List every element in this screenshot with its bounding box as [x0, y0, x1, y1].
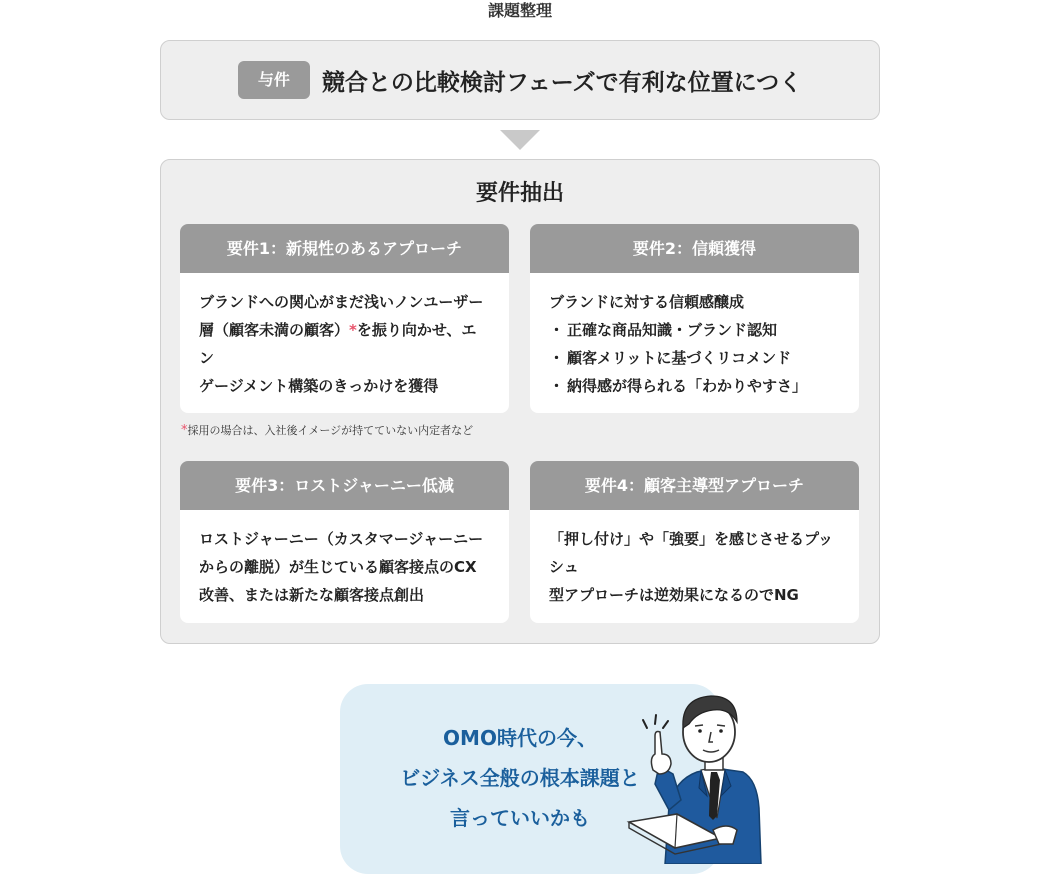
requirement-card-3-line: ロストジャーニー（カスタマージャーニー	[199, 530, 484, 548]
requirement-card-1-line	[199, 316, 491, 372]
given-box	[160, 40, 880, 120]
bullet-item	[549, 344, 841, 372]
down-arrow-icon	[500, 130, 540, 150]
asterisk-mark: *	[181, 423, 188, 438]
bullet-text: 正確な商品知識・ブランド認知	[567, 321, 778, 339]
requirement-card-1-text: を振り向かせ、エン	[199, 321, 477, 367]
bullet-item	[549, 372, 841, 400]
requirement-card-4-line: 「押し付け」や「強要」を感じさせるプッシュ	[549, 530, 833, 576]
requirement-card-3-line: からの離脱）が生じている顧客接点のCX	[199, 558, 477, 576]
requirement-card-3-title: 要件3：ロストジャーニー低減	[180, 461, 509, 510]
given-tag: 与件	[238, 61, 310, 99]
requirement-card-4-title: 要件4：顧客主導型アプローチ	[530, 461, 859, 510]
requirement-card-2	[530, 224, 859, 413]
bullet-icon: ・	[549, 321, 565, 339]
page-title: 課題整理	[487, 1, 552, 20]
callout-line: 言っていいかも	[450, 806, 590, 830]
requirement-card-2-intro: ブランドに対する信頼感醸成	[549, 293, 745, 311]
requirement-card-4	[530, 461, 859, 623]
bullet-icon: ・	[549, 377, 565, 395]
requirement-card-2-title: 要件2：信頼獲得	[530, 224, 859, 273]
requirement-card-1-text: 層（顧客未満の顧客）	[199, 321, 350, 339]
requirement-card-1	[180, 224, 509, 413]
businessman-illustration	[625, 688, 765, 864]
idea-lines-icon	[643, 715, 668, 728]
pointing-hand-icon	[651, 732, 671, 775]
requirements-title: 要件抽出	[475, 181, 564, 206]
footnote-text: 採用の場合は、入社後イメージが持てていない内定者など	[187, 424, 474, 437]
requirements-panel	[160, 159, 880, 644]
requirement-card-1-title: 要件1：新規性のあるアプローチ	[180, 224, 509, 273]
given-text: 競合との比較検討フェーズで有利な位置につく	[321, 69, 803, 96]
bullet-text: 顧客メリットに基づくリコメンド	[567, 349, 792, 367]
footnote	[181, 422, 473, 438]
bullet-text: 納得感が得られる「わかりやすさ」	[567, 377, 808, 395]
requirement-card-4-line: 型アプローチは逆効果になるのでNG	[549, 586, 799, 604]
requirement-card-3	[180, 461, 509, 623]
requirement-card-1-line: ゲージメント構築のきっかけを獲得	[199, 377, 439, 395]
callout-line: ビジネス全般の根本課題と	[400, 766, 640, 790]
requirement-card-3-line: 改善、または新たな顧客接点創出	[199, 586, 425, 604]
callout-line: OMO時代の今、	[443, 726, 597, 750]
asterisk-mark: *	[349, 321, 357, 339]
bullet-icon: ・	[549, 349, 565, 367]
bullet-item	[549, 316, 841, 344]
requirement-card-1-line: ブランドへの関心がまだ浅いノンユーザー	[199, 293, 484, 311]
